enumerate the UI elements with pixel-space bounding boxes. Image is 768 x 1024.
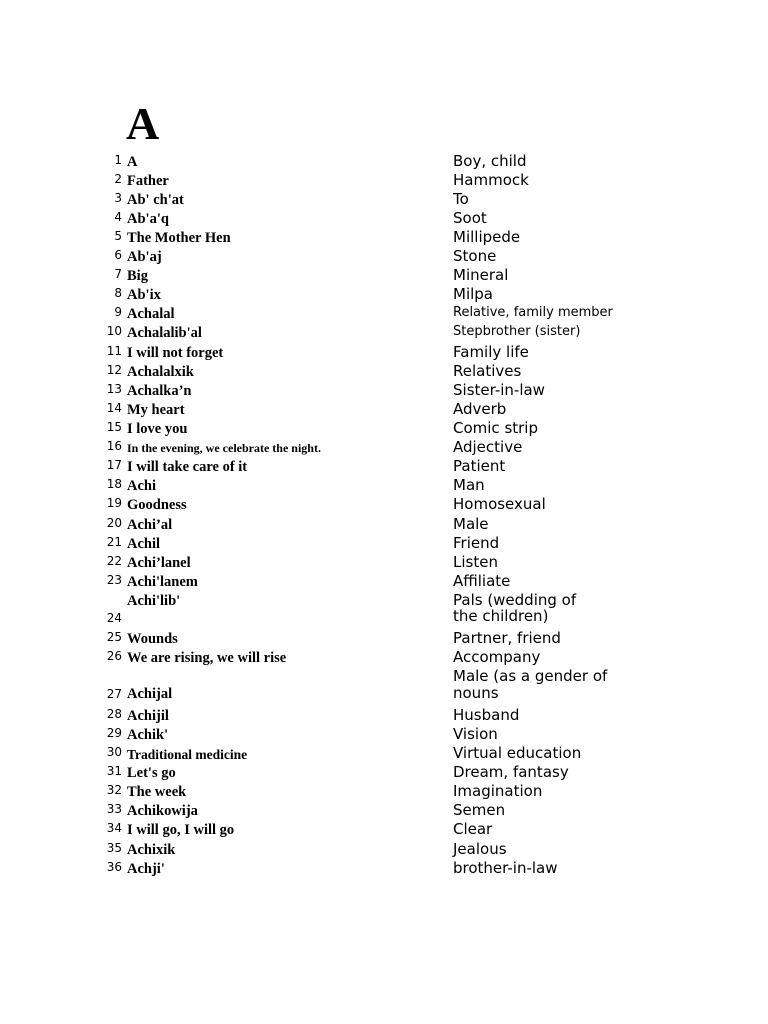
entry-row (0, 649, 768, 668)
entry-number: 9 (114, 305, 122, 319)
entry-row (0, 305, 768, 324)
entry-definition: Dream, fantasy (453, 763, 569, 781)
entry-term: Wounds (127, 631, 178, 647)
entry-definition: Partner, friend (453, 629, 561, 647)
entry-definition: To (453, 190, 469, 208)
entry-row (0, 401, 768, 420)
entry-term: Achi (127, 478, 156, 494)
entry-number: 34 (106, 821, 122, 835)
entry-term: Achixik (127, 842, 176, 858)
entry-number: 19 (106, 496, 122, 510)
entry-definition: Relative, family member (453, 305, 613, 320)
entry-term: Achalalxik (127, 364, 194, 380)
entry-definition-line1: Pals (wedding of (453, 591, 577, 609)
entry-term: I will take care of it (127, 459, 248, 475)
entry-row (0, 191, 768, 210)
entry-definition-line2: the children) (453, 607, 549, 625)
entry-term: I will not forget (127, 345, 224, 361)
entry-term: Big (127, 268, 148, 284)
entry-number: 6 (114, 248, 122, 262)
entry-definition: Stone (453, 247, 497, 265)
entry-number: 32 (106, 783, 122, 797)
entry-row (0, 172, 768, 191)
entry-number: 15 (106, 420, 122, 434)
entry-number: 21 (106, 535, 122, 549)
entry-definition: Vision (453, 725, 498, 743)
entry-row (0, 802, 768, 821)
entry-row (0, 210, 768, 229)
entry-term: Achijil (127, 708, 169, 724)
entry-term: Achji' (127, 861, 165, 877)
entry-number: 24 (106, 611, 122, 625)
entry-term: Achi’lanel (127, 555, 191, 571)
entry-definition: Affiliate (453, 572, 511, 590)
entry-number: 5 (114, 229, 122, 243)
entry-term: Achijal (127, 686, 173, 702)
entry-row (0, 783, 768, 802)
entry-row (0, 573, 768, 592)
entry-term: The Mother Hen (127, 230, 231, 246)
entry-term: The week (127, 784, 187, 800)
entry-definition: Sister-in-law (453, 381, 545, 399)
section-heading: A (126, 98, 160, 149)
entry-term: Achikowija (127, 803, 198, 819)
entry-number: 3 (114, 191, 122, 205)
entry-definition: Boy, child (453, 152, 527, 170)
entry-definition: Man (453, 476, 485, 494)
entry-row (0, 420, 768, 439)
entry-definition: Soot (453, 209, 487, 227)
entry-term: A (127, 154, 138, 170)
entry-row (0, 516, 768, 535)
entry-term: Achalka’n (127, 383, 192, 399)
entry-number: 18 (106, 477, 122, 491)
entry-definition: Homosexual (453, 495, 546, 513)
entry-term: In the evening, we celebrate the night. (127, 441, 321, 455)
entry-definition: Male (453, 515, 489, 533)
entry-number: 7 (114, 267, 122, 281)
entry-row (0, 726, 768, 745)
entry-row (0, 668, 768, 706)
entry-row (0, 153, 768, 172)
entry-term: Let's go (127, 765, 176, 781)
entry-row (0, 286, 768, 305)
entry-definition: Accompany (453, 648, 541, 666)
entry-row (0, 764, 768, 783)
entry-term: Goodness (127, 497, 187, 513)
entry-number: 8 (114, 286, 122, 300)
entry-definition: Stepbrother (sister) (453, 324, 581, 339)
entry-term: I will go, I will go (127, 822, 235, 838)
entry-definition: Family life (453, 343, 529, 361)
entry-number: 29 (106, 726, 122, 740)
entry-row (0, 248, 768, 267)
entry-row (0, 439, 768, 458)
entry-definition: Imagination (453, 782, 543, 800)
entry-number: 31 (106, 764, 122, 778)
entry-row (0, 592, 768, 628)
entry-term: Ab'ix (127, 287, 161, 303)
entry-row (0, 535, 768, 554)
entry-number: 13 (106, 382, 122, 396)
entry-number: 28 (106, 707, 122, 721)
entry-definition: Comic strip (453, 419, 538, 437)
entry-term: Achi'lanem (127, 574, 198, 590)
entry-number: 17 (106, 458, 122, 472)
entry-row (0, 496, 768, 515)
entry-term: Achi'lib' (127, 593, 181, 609)
entry-term: Achalal (127, 306, 175, 322)
entry-term: Achil (127, 536, 161, 552)
entry-definition-line1: Male (as a gender of (453, 667, 608, 685)
entry-term: Achalalib'al (127, 325, 202, 341)
entry-definition-line2: nouns (453, 684, 499, 702)
entry-number: 30 (106, 745, 122, 759)
entry-definition: Jealous (453, 840, 507, 858)
entry-definition: Adjective (453, 438, 523, 456)
entry-row (0, 707, 768, 726)
entry-number: 2 (114, 172, 122, 186)
entry-definition: Friend (453, 534, 500, 552)
entry-number: 10 (106, 324, 122, 338)
entry-definition: Relatives (453, 362, 522, 380)
entry-definition: Adverb (453, 400, 507, 418)
entry-definition: Husband (453, 706, 520, 724)
entry-row (0, 324, 768, 343)
entry-row (0, 344, 768, 363)
entry-number: 23 (106, 573, 122, 587)
entry-term: Ab'a'q (127, 211, 169, 227)
entry-definition: Clear (453, 820, 493, 838)
entry-term: I love you (127, 421, 188, 437)
entry-number: 35 (106, 841, 122, 855)
entry-term: My heart (127, 402, 185, 418)
entry-row (0, 821, 768, 840)
entry-number: 12 (106, 363, 122, 377)
entry-row (0, 860, 768, 879)
entry-term: Achi’al (127, 517, 173, 533)
entry-definition: Semen (453, 801, 506, 819)
entry-row (0, 841, 768, 860)
entry-number: 33 (106, 802, 122, 816)
entry-definition: Patient (453, 457, 506, 475)
entry-row (0, 382, 768, 401)
entry-definition: Hammock (453, 171, 529, 189)
entry-row (0, 458, 768, 477)
entry-number: 14 (106, 401, 122, 415)
entry-term: Traditional medicine (127, 747, 248, 762)
entry-definition: Milpa (453, 285, 493, 303)
entry-number: 36 (106, 860, 122, 874)
entry-definition: Virtual education (453, 744, 582, 762)
entry-row (0, 554, 768, 573)
entry-number: 25 (106, 630, 122, 644)
entry-number: 26 (106, 649, 122, 663)
entry-row (0, 745, 768, 764)
entry-row (0, 477, 768, 496)
entry-row (0, 630, 768, 649)
entry-number: 22 (106, 554, 122, 568)
entry-term: Achik' (127, 727, 169, 743)
entry-term: Father (127, 173, 169, 189)
entry-number: 11 (106, 344, 122, 358)
entry-row (0, 363, 768, 382)
entry-definition: brother-in-law (453, 859, 558, 877)
entry-row (0, 267, 768, 286)
entry-number: 20 (106, 516, 122, 530)
entry-term: Ab' ch'at (127, 192, 184, 208)
entry-definition: Millipede (453, 228, 521, 246)
entry-definition: Mineral (453, 266, 509, 284)
entry-definition: Listen (453, 553, 498, 571)
entry-term: We are rising, we will rise (127, 650, 287, 666)
entry-number: 4 (114, 210, 122, 224)
entry-number: 1 (114, 153, 122, 167)
entry-number: 16 (106, 439, 122, 453)
entry-row (0, 229, 768, 248)
entry-term: Ab'aj (127, 249, 162, 265)
entry-number: 27 (106, 687, 122, 701)
